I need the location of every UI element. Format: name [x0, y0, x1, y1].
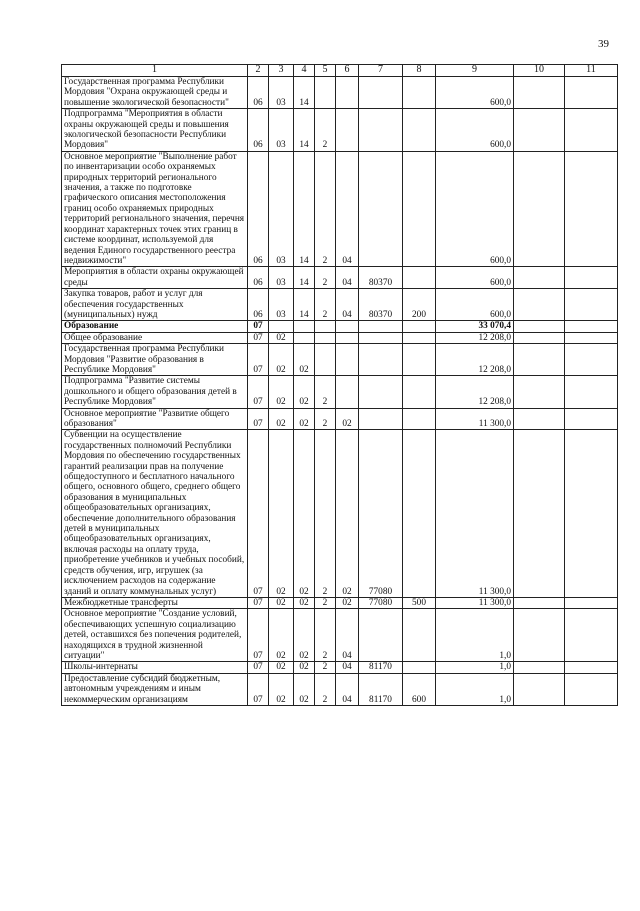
- row-name-cell: Подпрограмма "Развитие системы дошкольного и общего образования детей в Республике Мордовия": [62, 376, 248, 408]
- code-cell: 02: [269, 430, 294, 598]
- column-header: 8: [403, 65, 436, 77]
- code-cell: 02: [336, 597, 359, 608]
- column-header: 4: [294, 65, 315, 77]
- amount-cell: [565, 597, 618, 608]
- table-row: [62, 408, 618, 430]
- row-name-cell: Основное мероприятие "Выполнение работ по инвентаризации особо охраняемых природных территорий регионального значения, а также по подготовке графического описания местоположения границ особо охраняемых природных территорий регионального значения, перечня координат характерных точек этих границ в системе координат, используемой для ведения Единого государственного реестра недвижимости": [62, 151, 248, 266]
- code-cell: 2: [315, 289, 336, 321]
- amount-cell: [514, 289, 565, 321]
- amount-cell: [514, 321, 565, 332]
- table-row: [62, 430, 618, 598]
- code-cell: [359, 151, 403, 266]
- code-cell: 02: [294, 597, 315, 608]
- code-cell: 02: [294, 609, 315, 662]
- column-header: 6: [336, 65, 359, 77]
- amount-cell: 1,0: [436, 662, 514, 673]
- table-row: [62, 109, 618, 152]
- code-cell: [359, 609, 403, 662]
- code-cell: 2: [315, 267, 336, 289]
- budget-table: [61, 64, 618, 706]
- amount-cell: [514, 77, 565, 109]
- code-cell: 02: [294, 376, 315, 408]
- column-header: 3: [269, 65, 294, 77]
- code-cell: 14: [294, 77, 315, 109]
- table-header-row: [62, 65, 618, 77]
- code-cell: 02: [269, 344, 294, 376]
- amount-cell: [514, 109, 565, 152]
- code-cell: 02: [269, 408, 294, 430]
- code-cell: 02: [269, 662, 294, 673]
- code-cell: [403, 321, 436, 332]
- amount-cell: [514, 430, 565, 598]
- code-cell: 03: [269, 109, 294, 152]
- code-cell: [315, 344, 336, 376]
- code-cell: [403, 109, 436, 152]
- code-cell: [336, 332, 359, 343]
- code-cell: 80370: [359, 267, 403, 289]
- code-cell: 04: [336, 151, 359, 266]
- code-cell: 04: [336, 662, 359, 673]
- code-cell: 02: [294, 662, 315, 673]
- amount-cell: [565, 321, 618, 332]
- code-cell: [359, 109, 403, 152]
- column-header: 11: [565, 65, 618, 77]
- code-cell: [315, 332, 336, 343]
- code-cell: 03: [269, 267, 294, 289]
- table-row: [62, 289, 618, 321]
- amount-cell: 1,0: [436, 673, 514, 705]
- code-cell: 07: [248, 430, 269, 598]
- row-name-cell: Подпрограмма "Мероприятия в области охраны окружающей среды и повышения экологической безопасности Республики Мордовия": [62, 109, 248, 152]
- amount-cell: [565, 267, 618, 289]
- amount-cell: [565, 344, 618, 376]
- amount-cell: 600,0: [436, 77, 514, 109]
- row-name-cell: Субвенции на осуществление государственных полномочий Республики Мордовия по обеспечению государственных гарантий реализации прав на получение общедоступного и бесплатного начального общего, основного общего, среднего общего образования в муниципальных общеобразовательных организациях, обеспечение дополнительного образования детей в муниципальных общеобразовательных организациях, включая расходы на оплату труда, приобретение учебников и учебных пособий, средств обучения, игр, игрушек (за исключением расходов на содержание зданий и оплату коммунальных услуг): [62, 430, 248, 598]
- code-cell: 2: [315, 662, 336, 673]
- row-name-cell: Межбюджетные трансферты: [62, 597, 248, 608]
- amount-cell: 1,0: [436, 609, 514, 662]
- code-cell: [403, 609, 436, 662]
- amount-cell: [514, 151, 565, 266]
- amount-cell: 11 300,0: [436, 597, 514, 608]
- code-cell: [269, 321, 294, 332]
- code-cell: 07: [248, 408, 269, 430]
- code-cell: [359, 376, 403, 408]
- code-cell: 07: [248, 597, 269, 608]
- column-header: 9: [436, 65, 514, 77]
- code-cell: 04: [336, 673, 359, 705]
- row-name-cell: Общее образование: [62, 332, 248, 343]
- amount-cell: 11 300,0: [436, 408, 514, 430]
- code-cell: 07: [248, 332, 269, 343]
- amount-cell: [565, 109, 618, 152]
- code-cell: 07: [248, 673, 269, 705]
- amount-cell: 600,0: [436, 151, 514, 266]
- code-cell: [294, 332, 315, 343]
- table-row: [62, 267, 618, 289]
- amount-cell: 33 070,4: [436, 321, 514, 332]
- code-cell: 07: [248, 321, 269, 332]
- code-cell: 2: [315, 597, 336, 608]
- code-cell: 02: [269, 376, 294, 408]
- row-name-cell: Основное мероприятие "Создание условий, обеспечивающих успешную социализацию детей, оставшихся без попечения родителей, находящихся в трудной жизненной ситуации": [62, 609, 248, 662]
- code-cell: 02: [294, 408, 315, 430]
- code-cell: 77080: [359, 597, 403, 608]
- code-cell: [403, 376, 436, 408]
- code-cell: [403, 408, 436, 430]
- code-cell: 07: [248, 344, 269, 376]
- code-cell: 02: [269, 609, 294, 662]
- table-row: [62, 597, 618, 608]
- code-cell: 04: [336, 609, 359, 662]
- code-cell: [403, 151, 436, 266]
- amount-cell: [514, 662, 565, 673]
- code-cell: 2: [315, 609, 336, 662]
- table-row: [62, 77, 618, 109]
- code-cell: [403, 430, 436, 598]
- code-cell: 2: [315, 673, 336, 705]
- code-cell: 06: [248, 77, 269, 109]
- amount-cell: [565, 289, 618, 321]
- column-header: 5: [315, 65, 336, 77]
- code-cell: [359, 408, 403, 430]
- code-cell: [403, 77, 436, 109]
- amount-cell: [565, 77, 618, 109]
- amount-cell: [514, 344, 565, 376]
- table-row: [62, 662, 618, 673]
- code-cell: 03: [269, 151, 294, 266]
- row-name-cell: Закупка товаров, работ и услуг для обеспечения государственных (муниципальных) нужд: [62, 289, 248, 321]
- amount-cell: 600,0: [436, 289, 514, 321]
- table-row: [62, 376, 618, 408]
- table-row: [62, 344, 618, 376]
- code-cell: 200: [403, 289, 436, 321]
- column-header: 7: [359, 65, 403, 77]
- code-cell: 2: [315, 151, 336, 266]
- code-cell: 07: [248, 662, 269, 673]
- amount-cell: [514, 597, 565, 608]
- column-header: 2: [248, 65, 269, 77]
- code-cell: 2: [315, 430, 336, 598]
- amount-cell: [565, 376, 618, 408]
- code-cell: [336, 109, 359, 152]
- amount-cell: [565, 332, 618, 343]
- column-header: 1: [62, 65, 248, 77]
- code-cell: 02: [269, 332, 294, 343]
- code-cell: [359, 344, 403, 376]
- code-cell: [359, 77, 403, 109]
- code-cell: 02: [269, 597, 294, 608]
- code-cell: 80370: [359, 289, 403, 321]
- table-row: [62, 673, 618, 705]
- code-cell: 03: [269, 289, 294, 321]
- row-name-cell: Государственная программа Республики Мордовия "Развитие образования в Республике Мордовия": [62, 344, 248, 376]
- code-cell: 02: [294, 430, 315, 598]
- amount-cell: 12 208,0: [436, 344, 514, 376]
- row-name-cell: Государственная программа Республики Мордовия "Охрана окружающей среды и повышение экологической безопасности": [62, 77, 248, 109]
- code-cell: [403, 267, 436, 289]
- code-cell: 06: [248, 151, 269, 266]
- table-row: [62, 321, 618, 332]
- amount-cell: 600,0: [436, 267, 514, 289]
- amount-cell: 12 208,0: [436, 332, 514, 343]
- amount-cell: [565, 673, 618, 705]
- code-cell: [336, 321, 359, 332]
- row-name-cell: Школы-интернаты: [62, 662, 248, 673]
- page-number: 39: [598, 38, 609, 50]
- code-cell: 02: [269, 673, 294, 705]
- code-cell: 06: [248, 109, 269, 152]
- code-cell: [403, 344, 436, 376]
- code-cell: 03: [269, 77, 294, 109]
- row-name-cell: Образование: [62, 321, 248, 332]
- code-cell: 2: [315, 376, 336, 408]
- code-cell: 02: [294, 673, 315, 705]
- row-name-cell: Основное мероприятие "Развитие общего образования": [62, 408, 248, 430]
- amount-cell: [514, 673, 565, 705]
- code-cell: 06: [248, 267, 269, 289]
- amount-cell: [565, 408, 618, 430]
- code-cell: [336, 77, 359, 109]
- amount-cell: [514, 408, 565, 430]
- code-cell: 2: [315, 109, 336, 152]
- row-name-cell: Мероприятия в области охраны окружающей среды: [62, 267, 248, 289]
- amount-cell: [565, 151, 618, 266]
- code-cell: 06: [248, 289, 269, 321]
- amount-cell: [514, 609, 565, 662]
- code-cell: 07: [248, 609, 269, 662]
- code-cell: 02: [336, 430, 359, 598]
- code-cell: [359, 332, 403, 343]
- code-cell: [315, 321, 336, 332]
- code-cell: 04: [336, 267, 359, 289]
- code-cell: [336, 376, 359, 408]
- code-cell: 14: [294, 151, 315, 266]
- amount-cell: [514, 267, 565, 289]
- code-cell: 600: [403, 673, 436, 705]
- amount-cell: 12 208,0: [436, 376, 514, 408]
- code-cell: [315, 77, 336, 109]
- amount-cell: [565, 430, 618, 598]
- code-cell: [359, 321, 403, 332]
- table-row: [62, 332, 618, 343]
- amount-cell: 600,0: [436, 109, 514, 152]
- amount-cell: [514, 332, 565, 343]
- code-cell: [294, 321, 315, 332]
- table-row: [62, 151, 618, 266]
- amount-cell: 11 300,0: [436, 430, 514, 598]
- code-cell: [403, 662, 436, 673]
- amount-cell: [565, 662, 618, 673]
- amount-cell: [514, 376, 565, 408]
- amount-cell: [565, 609, 618, 662]
- code-cell: 02: [294, 344, 315, 376]
- code-cell: 07: [248, 376, 269, 408]
- code-cell: 81170: [359, 662, 403, 673]
- table-row: [62, 609, 618, 662]
- code-cell: 04: [336, 289, 359, 321]
- code-cell: 500: [403, 597, 436, 608]
- column-header: 10: [514, 65, 565, 77]
- code-cell: 02: [336, 408, 359, 430]
- code-cell: 14: [294, 289, 315, 321]
- code-cell: 77080: [359, 430, 403, 598]
- code-cell: 81170: [359, 673, 403, 705]
- row-name-cell: Предоставление субсидий бюджетным, автономным учреждениям и иным некоммерческим организациям: [62, 673, 248, 705]
- code-cell: 2: [315, 408, 336, 430]
- code-cell: [403, 332, 436, 343]
- code-cell: 14: [294, 267, 315, 289]
- code-cell: [336, 344, 359, 376]
- code-cell: 14: [294, 109, 315, 152]
